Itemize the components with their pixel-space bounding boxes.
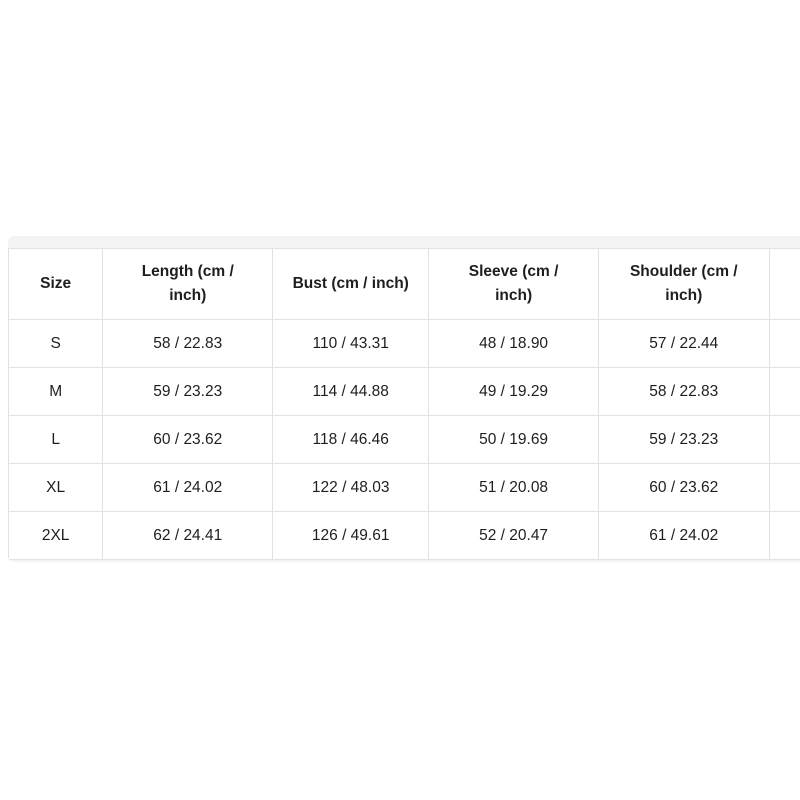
header-overflow-cell (769, 249, 800, 320)
cell-overflow (769, 464, 800, 512)
cell-bust: 110 / 43.31 (273, 320, 429, 368)
cell-overflow (769, 512, 800, 560)
table-row (9, 512, 800, 560)
cell-bust: 126 / 49.61 (273, 512, 429, 560)
cell-length: 60 / 23.62 (103, 416, 273, 464)
cell-overflow (769, 368, 800, 416)
cell-length: 59 / 23.23 (103, 368, 273, 416)
cell-shoulder: 57 / 22.44 (599, 320, 770, 368)
cell-sleeve: 52 / 20.47 (429, 512, 599, 560)
cell-bust: 118 / 46.46 (273, 416, 429, 464)
cell-sleeve: 49 / 19.29 (429, 368, 599, 416)
header-length: Length (cm / inch) (103, 249, 273, 320)
cell-size: 2XL (9, 512, 103, 560)
cell-shoulder: 59 / 23.23 (599, 416, 770, 464)
size-chart-container (8, 236, 800, 562)
cell-size: L (9, 416, 103, 464)
table-row (9, 416, 800, 464)
cell-sleeve: 50 / 19.69 (429, 416, 599, 464)
header-shoulder: Shoulder (cm / inch) (599, 249, 770, 320)
cell-length: 62 / 24.41 (103, 512, 273, 560)
cell-overflow (769, 416, 800, 464)
header-bust: Bust (cm / inch) (273, 249, 429, 320)
cell-sleeve: 51 / 20.08 (429, 464, 599, 512)
cell-length: 58 / 22.83 (103, 320, 273, 368)
cell-length: 61 / 24.02 (103, 464, 273, 512)
header-row (9, 249, 800, 320)
cell-bust: 114 / 44.88 (273, 368, 429, 416)
header-sleeve: Sleeve (cm / inch) (429, 249, 599, 320)
header-size: Size (9, 249, 103, 320)
table-row (9, 320, 800, 368)
table-row (9, 464, 800, 512)
size-chart-table (8, 248, 800, 560)
cell-size: S (9, 320, 103, 368)
cell-overflow (769, 320, 800, 368)
cell-shoulder: 58 / 22.83 (599, 368, 770, 416)
cell-size: M (9, 368, 103, 416)
table-row (9, 368, 800, 416)
cell-sleeve: 48 / 18.90 (429, 320, 599, 368)
cell-bust: 122 / 48.03 (273, 464, 429, 512)
cell-size: XL (9, 464, 103, 512)
cell-shoulder: 60 / 23.62 (599, 464, 770, 512)
cell-shoulder: 61 / 24.02 (599, 512, 770, 560)
